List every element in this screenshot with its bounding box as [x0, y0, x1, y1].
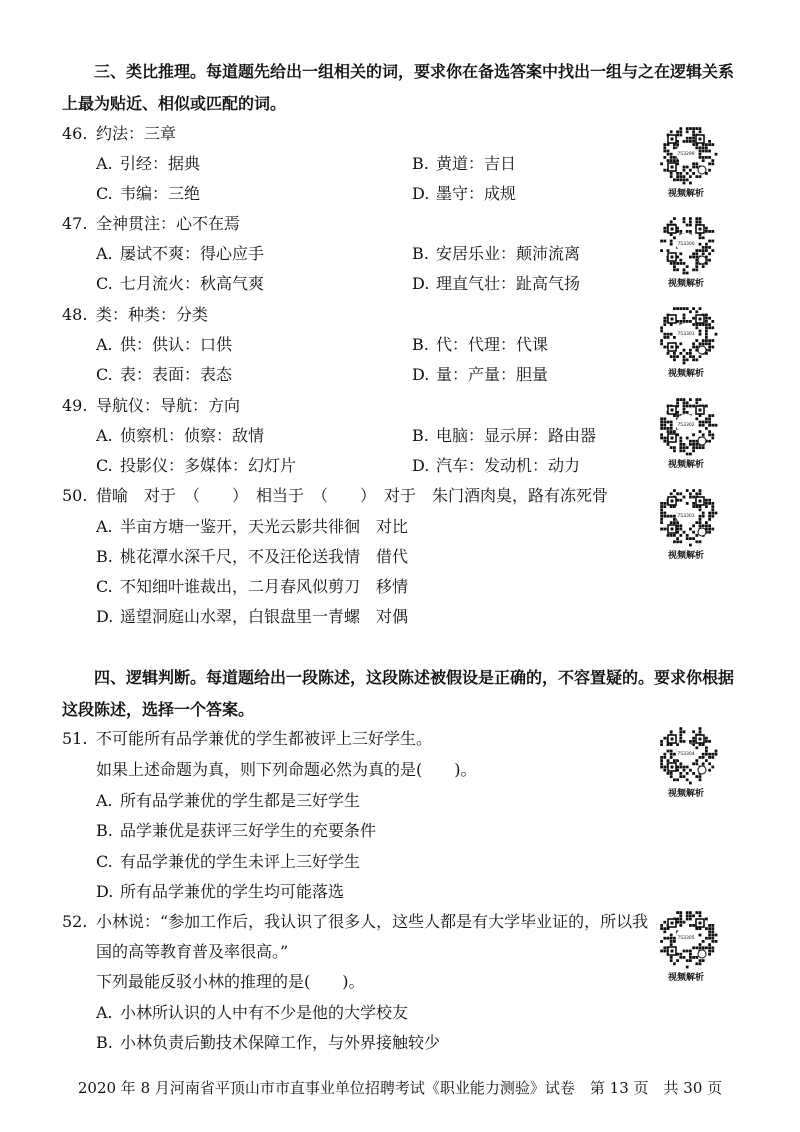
- question-51: 51. 不可能所有品学兼优的学生都被评上三好学生。: [62, 729, 433, 748]
- option-52-b: B. 小林负责后勤技术保障工作，与外界接触较少: [96, 1033, 441, 1052]
- option-51-d: D. 所有品学兼优的学生均可能落选: [96, 882, 345, 901]
- option-50-a: A. 半亩方塘一鉴开，天光云影共徘徊 对比: [96, 517, 409, 536]
- qr-id: 753300: [677, 242, 695, 247]
- option-47-b: B. 安居乐业：颠沛流离: [412, 244, 581, 263]
- option-47-c: C. 七月流火：秋高气爽: [96, 274, 265, 293]
- qr-code-49[interactable]: [650, 393, 722, 471]
- qr-id: 753304: [677, 752, 695, 757]
- option-48-d: D. 量：产量：胆量: [412, 365, 549, 384]
- option-51-a: A. 所有品学兼优的学生都是三好学生: [96, 791, 361, 810]
- question-52-stem-continued: 国的高等教育普及率很高。”: [96, 942, 289, 961]
- qr-code-50[interactable]: [650, 484, 722, 562]
- qr-id: 753302: [677, 423, 695, 428]
- option-46-c: C. 韦编：三绝: [96, 184, 201, 203]
- question-48: 48. 类：种类：分类: [62, 305, 209, 324]
- option-49-d: D. 汽车：发动机：动力: [412, 456, 581, 475]
- option-46-b: B. 黄道：吉日: [412, 154, 517, 173]
- option-52-a: A. 小林所认识的人中有不少是他的大学校友: [96, 1003, 409, 1022]
- question-49: 49. 导航仪：导航：方向: [62, 396, 241, 415]
- qr-id: 753301: [677, 332, 695, 337]
- option-50-c: C. 不知细叶谁裁出，二月春风似剪刀 移情: [96, 577, 409, 596]
- qr-code-51[interactable]: [650, 722, 722, 800]
- question-stem: 小林说：“参加工作后，我认识了很多人，这些人都是有大学毕业证的，所以我: [96, 912, 649, 931]
- qr-id: 753305: [677, 936, 695, 941]
- option-48-a: A. 供：供认：口供: [96, 335, 233, 354]
- option-46-a: A. 引经：据典: [96, 154, 201, 173]
- question-52-prompt: 下列最能反驳小林的推理的是( )。: [96, 972, 365, 991]
- option-49-b: B. 电脑：显示屏：路由器: [412, 426, 597, 445]
- option-51-c: C. 有品学兼优的学生未评上三好学生: [96, 852, 361, 871]
- question-stem: 借喻 对于 （ ） 相当于 （ ） 对于 朱门酒肉臭，路有冻死骨: [96, 486, 609, 505]
- qr-caption: 视频解析: [667, 460, 704, 470]
- page-footer: 2020 年 8 月河南省平顶山市市直事业单位招聘考试《职业能力测验》试卷 第 13 页 共 30 页: [77, 1079, 723, 1097]
- option-46-d: D. 墨守：成规: [412, 184, 517, 203]
- option-50-b: B. 桃花潭水深千尺，不及汪伦送我情 借代: [96, 547, 409, 566]
- qr-id: 753303: [677, 514, 695, 519]
- question-52: 52. 小林说：“参加工作后，我认识了很多人，这些人都是有大学毕业证的，所以我: [62, 912, 649, 931]
- question-46: 46. 约法：三章: [62, 124, 177, 143]
- question-51-prompt: 如果上述命题为真，则下列命题必然为真的是( )。: [96, 760, 477, 779]
- qr-code-47[interactable]: [650, 212, 722, 290]
- option-47-d: D. 理直气壮：趾高气扬: [412, 274, 581, 293]
- qr-id: 753299: [677, 152, 695, 157]
- section-title-logic: 四、逻辑判断。每道题给出一段陈述，这段陈述被假设是正确的，不容置疑的。要求你根据这段陈述，选择一个答案。: [62, 668, 735, 719]
- question-stem: 全神贯注：心不在焉: [96, 214, 241, 233]
- qr-caption: 视频解析: [667, 369, 704, 379]
- qr-caption: 视频解析: [667, 551, 704, 561]
- option-51-b: B. 品学兼优是获评三好学生的充要条件: [96, 821, 377, 840]
- qr-code-52[interactable]: [650, 906, 722, 984]
- option-47-a: A. 屡试不爽：得心应手: [96, 244, 265, 263]
- qr-caption: 视频解析: [667, 789, 704, 799]
- option-50-d: D. 遥望洞庭山水翠，白银盘里一青螺 对偶: [96, 607, 409, 626]
- option-48-b: B. 代：代理：代课: [412, 335, 549, 354]
- question-50: 50. 借喻 对于 （ ） 相当于 （ ） 对于 朱门酒肉臭，路有冻死骨: [62, 486, 609, 505]
- question-stem: 导航仪：导航：方向: [96, 396, 241, 415]
- question-stem: 不可能所有品学兼优的学生都被评上三好学生。: [96, 729, 433, 748]
- qr-caption: 视频解析: [667, 189, 704, 199]
- section-title-analogy: 三、类比推理。每道题先给出一组相关的词，要求你在备选答案中找出一组与之在逻辑关系上最为贴近、相似或匹配的词。: [62, 62, 735, 113]
- question-stem: 类：种类：分类: [96, 305, 209, 324]
- qr-code-46[interactable]: [650, 122, 722, 200]
- qr-caption: 视频解析: [667, 279, 704, 289]
- question-47: 47. 全神贯注：心不在焉: [62, 214, 241, 233]
- qr-caption: 视频解析: [667, 973, 704, 983]
- question-stem: 约法：三章: [96, 124, 177, 143]
- option-49-c: C. 投影仪：多媒体：幻灯片: [96, 456, 297, 475]
- qr-code-48[interactable]: [650, 302, 722, 380]
- option-48-c: C. 表：表面：表态: [96, 365, 233, 384]
- option-49-a: A. 侦察机：侦察：敌情: [96, 426, 265, 445]
